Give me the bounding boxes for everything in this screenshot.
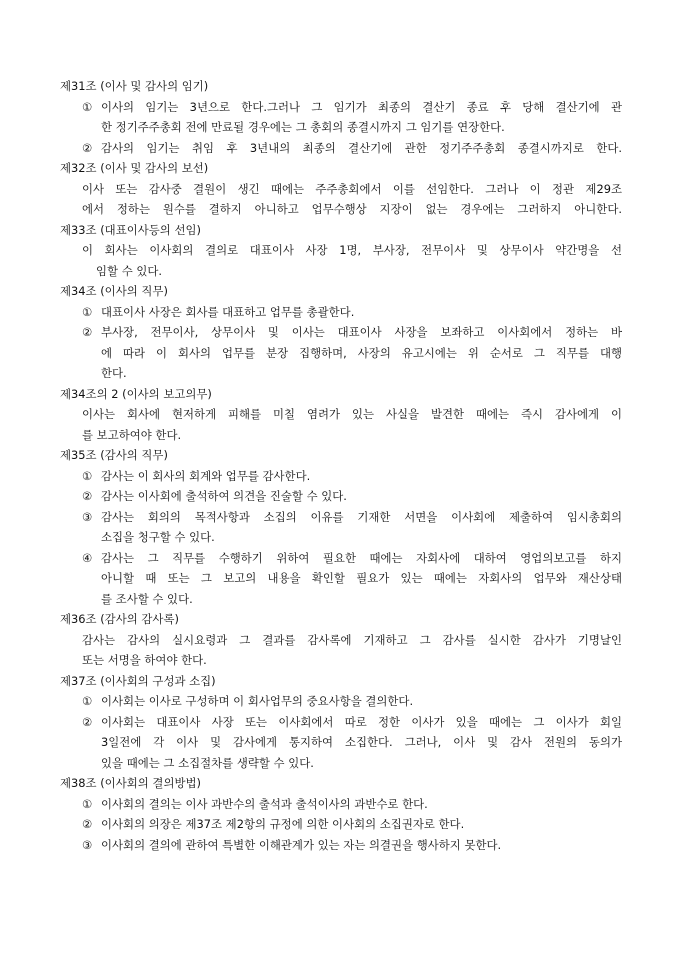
- article-paragraph-line: 를 보고하여야 한다.: [82, 427, 182, 442]
- article-heading: 제31조 (이사 및 감사의 임기): [60, 79, 209, 93]
- clause-text: 이사회는 대표이사 사장 또는 이사회에서 따로 정한 이사가 있을 때에는 그 이사가 회일: [101, 714, 622, 729]
- article-heading: 제36조 (감사의 감사록): [60, 612, 179, 626]
- numbered-clause: [60, 548, 622, 569]
- clause-number: ①: [82, 468, 93, 483]
- numbered-clause: [60, 302, 622, 323]
- clause-number: ②: [82, 714, 93, 729]
- clause-text: 부사장, 전무이사, 상무이사 및 이사는 대표이사 사장을 보좌하고 이사회에서 정하는 바: [101, 325, 622, 339]
- clause-number: ②: [82, 140, 93, 155]
- clause-text: 감사의 임기는 취임 후 3년내의 최종의 결산기에 관한 정기주주총회 종결시까지로 한다.: [101, 140, 622, 155]
- numbered-clause: [60, 712, 622, 733]
- clause-number: ④: [82, 550, 93, 565]
- article-heading: 제37조 (이사회의 구성과 소집): [60, 673, 216, 688]
- clause-text: 이사회의 결의에 관하여 특별한 이해관계가 있는 자는 의결권을 행사하지 못한다.: [101, 837, 502, 852]
- clause-text: 이사회는 이사로 구성하며 이 회사업무의 중요사항을 결의한다.: [101, 694, 414, 708]
- numbered-clause: [60, 835, 622, 856]
- clause-number: ②: [82, 489, 93, 503]
- clause-continuation-line: 를 조사할 수 있다.: [101, 591, 193, 606]
- article-heading: 제33조 (대표이사등의 선임): [60, 222, 201, 237]
- numbered-clause: [60, 507, 622, 528]
- article-heading: 제35조 (감사의 직무): [60, 448, 168, 462]
- article-paragraph-line: 이사는 회사에 현저하게 피해를 미칠 염려가 있는 사실을 발견한 때에는 즉시 감사에게 이: [82, 407, 622, 421]
- numbered-clause: [60, 97, 622, 118]
- clause-continuation-line: 소집을 청구할 수 있다.: [101, 530, 215, 544]
- article-heading: 제38조 (이사회의 결의방법): [60, 776, 201, 790]
- clause-text: 감사는 이 회사의 회계와 업무를 감사한다.: [101, 468, 311, 483]
- numbered-clause: [60, 138, 622, 159]
- article-paragraph-line: 임할 수 있다.: [96, 263, 163, 278]
- document-body: [60, 76, 622, 855]
- clause-continuation-line: 한다.: [101, 366, 127, 380]
- clause-number: ①: [82, 796, 93, 811]
- article-heading: 제34조 (이사의 직무): [60, 284, 168, 298]
- article-paragraph-line: 감사는 감사의 실시요령과 그 결과를 감사록에 기재하고 그 감사를 실시한 감사가 기명날인: [82, 632, 622, 647]
- numbered-clause: [60, 486, 622, 507]
- clause-continuation-line: 한 정기주주총회 전에 만료될 경우에는 그 총회의 종결시까지 그 임기를 연장한다.: [101, 120, 505, 134]
- clause-continuation-line: 3일전에 각 이사 및 감사에게 통지하여 소집한다. 그러나, 이사 및 감사 전원의 동의가: [101, 735, 622, 749]
- clause-text: 감사는 이사회에 출석하여 의견을 진술할 수 있다.: [101, 489, 347, 503]
- article-paragraph-line: 에서 정하는 원수를 결하지 아니하고 업무수행상 지장이 없는 경우에는 그러하지 아니한다.: [82, 202, 622, 216]
- article-heading: 제32조 (이사 및 감사의 보선): [60, 161, 209, 175]
- clause-number: ③: [82, 509, 93, 524]
- clause-number: ①: [82, 99, 93, 114]
- numbered-clause: [60, 466, 622, 487]
- clause-number: ③: [82, 837, 93, 852]
- clause-number: ①: [82, 694, 93, 708]
- clause-continuation-line: 있을 때에는 그 소집절차를 생략할 수 있다.: [101, 755, 314, 770]
- clause-text: 이사회의 결의는 이사 과반수의 출석과 출석이사의 과반수로 한다.: [101, 796, 428, 811]
- clause-text: 이사회의 의장은 제37조 제2항의 규정에 의한 이사회의 소집권자로 한다.: [101, 817, 465, 831]
- article-heading: 제34조의 2 (이사의 보고의무): [60, 386, 212, 401]
- clause-text: 이사의 임기는 3년으로 한다.그러나 그 임기가 최종의 결산기 종료 후 당해 결산기에 관: [101, 99, 622, 114]
- numbered-clause: [60, 322, 622, 343]
- numbered-clause: [60, 794, 622, 815]
- article-paragraph-line: 또는 서명을 하여야 한다.: [82, 653, 207, 667]
- clause-number: ①: [82, 304, 93, 319]
- clause-text: 감사는 회의의 목적사항과 소집의 이유를 기재한 서면을 이사회에 제출하여 임시총회의: [101, 509, 622, 524]
- clause-continuation-line: 에 따라 이 회사의 업무를 분장 집행하며, 사장의 유고시에는 위 순서로 그 직무를 대행: [101, 345, 622, 360]
- clause-text: 대표이사 사장은 회사를 대표하고 업무를 총괄한다.: [101, 304, 355, 319]
- article-paragraph-line: 이 회사는 이사회의 결의로 대표이사 사장 1명, 부사장, 전무이사 및 상무이사 약간명을 선: [82, 243, 622, 257]
- clause-text: 감사는 그 직무를 수행하기 위하여 필요한 때에는 자회사에 대하여 영업의보고를 하지: [101, 550, 622, 565]
- numbered-clause: [60, 691, 622, 712]
- clause-number: ②: [82, 817, 93, 831]
- article-paragraph-line: 이사 또는 감사중 결원이 생긴 때에는 주주총회에서 이를 선임한다. 그러나 이 정관 제29조: [82, 181, 622, 196]
- numbered-clause: [60, 814, 622, 835]
- clause-continuation-line: 아니할 때 또는 그 보고의 내용을 확인할 필요가 있는 때에는 자회사의 업무와 재산상태: [101, 571, 622, 585]
- clause-number: ②: [82, 325, 93, 339]
